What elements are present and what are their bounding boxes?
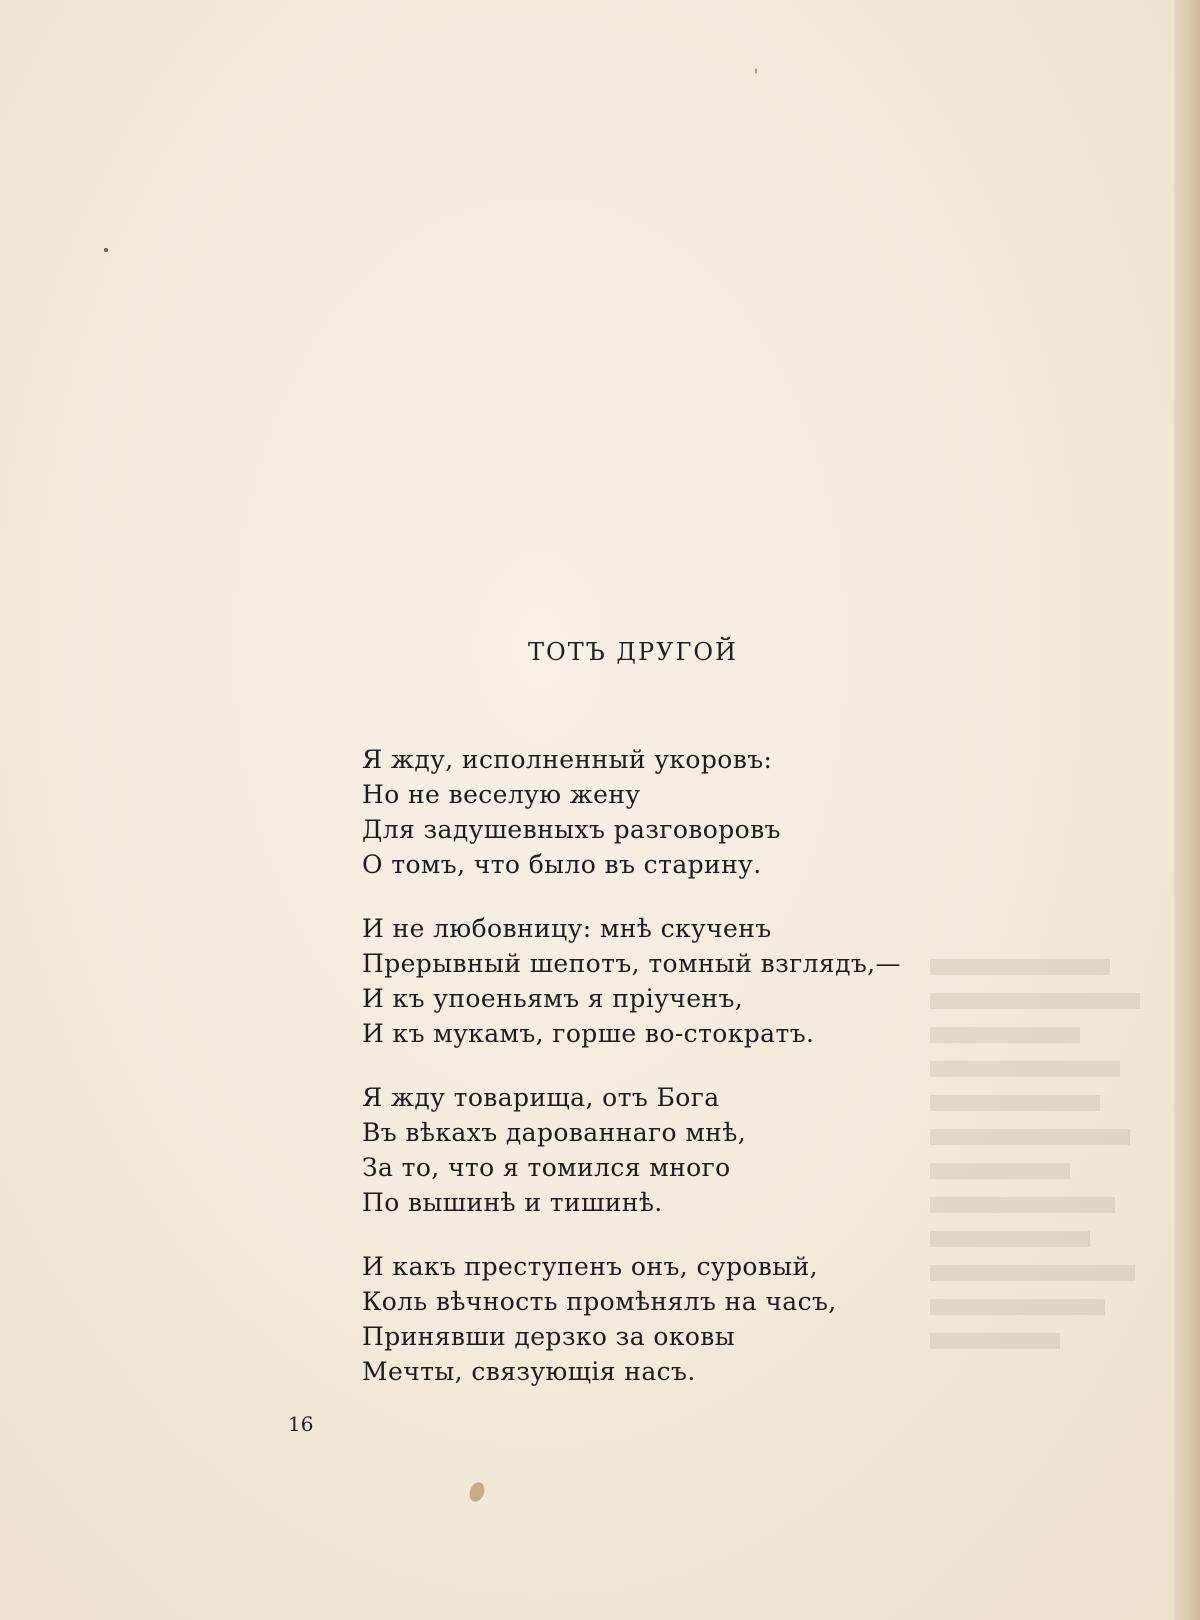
show-through-line <box>930 1052 1180 1084</box>
show-through-line <box>930 1120 1180 1152</box>
poem-line: И къ мукамъ, горше во-стократъ. <box>362 1019 815 1048</box>
poem-line: Въ вѣкахъ дарованнаго мнѣ, <box>362 1118 747 1147</box>
stanza-1 <box>362 742 922 882</box>
poem-line: И какъ преступенъ онъ, суровый, <box>362 1252 818 1281</box>
poem-line: Но не веселую жену <box>362 780 641 809</box>
stain-spot <box>467 1480 487 1504</box>
poem-line: И не любовницу: мнѣ скученъ <box>362 914 772 943</box>
show-through-line <box>930 1188 1180 1220</box>
poem-line: О томъ, что было въ старину. <box>362 850 762 879</box>
show-through-line <box>930 1086 1180 1118</box>
show-through-line <box>930 1324 1180 1356</box>
show-through-line <box>930 1154 1180 1186</box>
poem-line: Для задушевныхъ разговоровъ <box>362 815 781 844</box>
page-number: 16 <box>288 1412 314 1436</box>
show-through-line <box>930 984 1180 1016</box>
ink-speck <box>104 248 108 252</box>
poem-line: Я жду, исполненный укоровъ: <box>362 745 773 774</box>
show-through-line <box>930 1222 1180 1254</box>
poem-title: ТОТЪ ДРУГОЙ <box>528 638 738 666</box>
stanza-4 <box>362 1249 922 1389</box>
page-edge <box>1174 0 1200 1620</box>
stanza-3 <box>362 1080 922 1220</box>
show-through-line <box>930 1256 1180 1288</box>
poem-line: Принявши дерзко за оковы <box>362 1322 736 1351</box>
poem-line: Мечты, связующія насъ. <box>362 1357 696 1386</box>
poem-line: За то, что я томился много <box>362 1153 731 1182</box>
ink-speck <box>755 68 757 74</box>
poem-body <box>362 742 922 1389</box>
show-through-line <box>930 1018 1180 1050</box>
poem-line: И къ упоеньямъ я пріученъ, <box>362 984 744 1013</box>
poem-line: Коль вѣчность промѣнялъ на часъ, <box>362 1287 837 1316</box>
poem-line: По вышинѣ и тишинѣ. <box>362 1188 663 1217</box>
show-through-line <box>930 1290 1180 1322</box>
show-through-text <box>930 950 1180 1370</box>
poem-line: Я жду товарища, отъ Бога <box>362 1083 720 1112</box>
stanza-2 <box>362 911 922 1051</box>
show-through-line <box>930 950 1180 982</box>
poem-line: Прерывный шепотъ, томный взглядъ,— <box>362 949 901 978</box>
